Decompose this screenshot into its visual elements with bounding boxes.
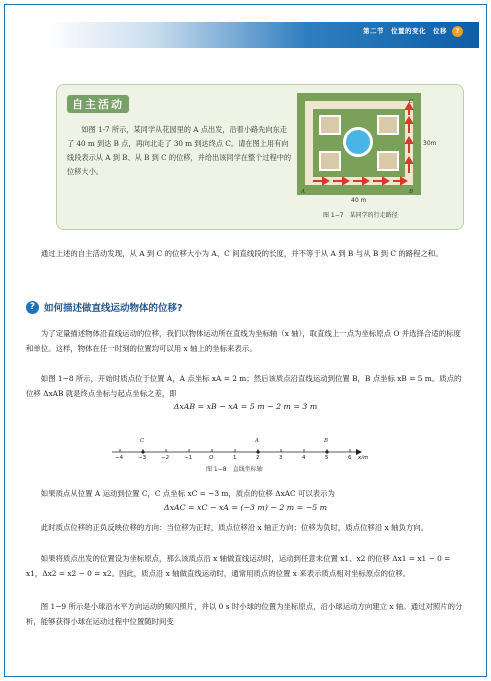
figure-1-8-caption: 图 1−8 直线坐标轴 — [206, 466, 263, 473]
point-b-label: B — [409, 189, 414, 195]
paragraph-4: 如果质点从位置 A 运动到位置 C，C 点坐标 xC = −3 m，质点的位移 ΔxAC 可以表示为 — [40, 489, 335, 498]
point-b-marker — [325, 450, 328, 453]
figure-1-7-caption: 图 1−7 某同学的行走路径 — [323, 212, 398, 219]
number-line-figure — [110, 438, 370, 476]
activity-box — [56, 84, 464, 230]
paragraph-6: 如果将质点出发的位置设为坐标原点，那么该质点沿 x 轴做直线运动时，运动到任意末位置 x1、x2 的位移 Δx1 = x1 − 0 = x1，Δx2 = x2 − 0 = x2。因此，质点沿 x 轴做直线运动时，通常用质点的位置 x 来表示质点相对坐标原点的位移。 — [26, 554, 451, 578]
point-c-marker — [141, 450, 144, 453]
point-c-label: C — [409, 99, 414, 105]
activity-title: 自主活动 — [67, 95, 129, 113]
paragraph-2: 为了定量描述物体沿直线运动的位移，我们以物体运动所在直线为坐标轴（x 轴），取直线上一点为坐标原点 O 并选择合适的标度和单位。这样，物体在任一时刻的位置均可以用 x 轴上的坐标来表示。 — [26, 329, 461, 353]
page-number-badge: 7 — [452, 26, 463, 37]
numline-c-label: C — [140, 438, 145, 444]
dimension-30m: 30m — [423, 140, 437, 147]
paragraph-5: 此时质点位移的正负反映位移的方向：当位移为正时，质点位移沿 x 轴正方向；位移为负时，质点位移沿 x 轴负方向。 — [40, 523, 429, 532]
walking-path-arrows — [297, 93, 421, 195]
numline-tick-labels: −4 −3 −2 −1 O 1 2 3 4 5 6 x/m — [115, 455, 369, 461]
paragraph-3: 如图 1−8 所示，开始时质点位于位置 A，A 点坐标 xA = 2 m；然后该质点沿直线运动到位置 B，B 点坐标 xB = 5 m。质点的位移 ΔxAB 就是终点坐标与起点坐标之差，即 — [26, 374, 462, 398]
numline-a-label: A — [255, 438, 259, 444]
formula-ab: ΔxAB = xB − xA = 5 m − 2 m = 3 m — [173, 402, 318, 411]
numline-b-label: B — [324, 438, 329, 444]
section-heading — [26, 300, 183, 314]
activity-text: 如图 1-7 所示，某同学从花园里的 A 点出发，沿着小路先向东走了 40 m 到达 B 点，再向北走了 30 m 到达终点 C。请在图上用有向线段表示从 A 到 B、从 B 到 C 的位移，并给出该同学在整个过程中的位移大小。 — [67, 125, 292, 176]
garden-figure — [297, 93, 421, 195]
point-a-label: A — [301, 189, 305, 195]
chapter-header — [46, 22, 479, 48]
paragraph-1: 通过上述的自主活动发现，从 A 到 C 的位移大小为 A、C 间直线段的长度，并不等于从 A 到 B 与从 B 到 C 的路程之和。 — [40, 249, 443, 258]
formula-ac: ΔxAC = xC − xA = (−3 m) − 2 m = −5 m — [163, 503, 328, 512]
paragraph-7: 图 1−9 所示是小球沿水平方向运动的频闪照片，并以 0 s 时小球的位置为坐标原点，沿小球运动方向建立 x 轴。通过对照片的分析，能够获得小球在运动过程中位置随时间变 — [26, 602, 463, 626]
question-icon: ? — [26, 301, 39, 314]
point-a-marker — [256, 450, 259, 453]
section-heading-text: 如何描述做直线运动物体的位移? — [44, 303, 183, 314]
section-title-header: 第二节 位置的变化 位移 — [363, 27, 447, 35]
dimension-40m: 40 m — [351, 197, 367, 204]
